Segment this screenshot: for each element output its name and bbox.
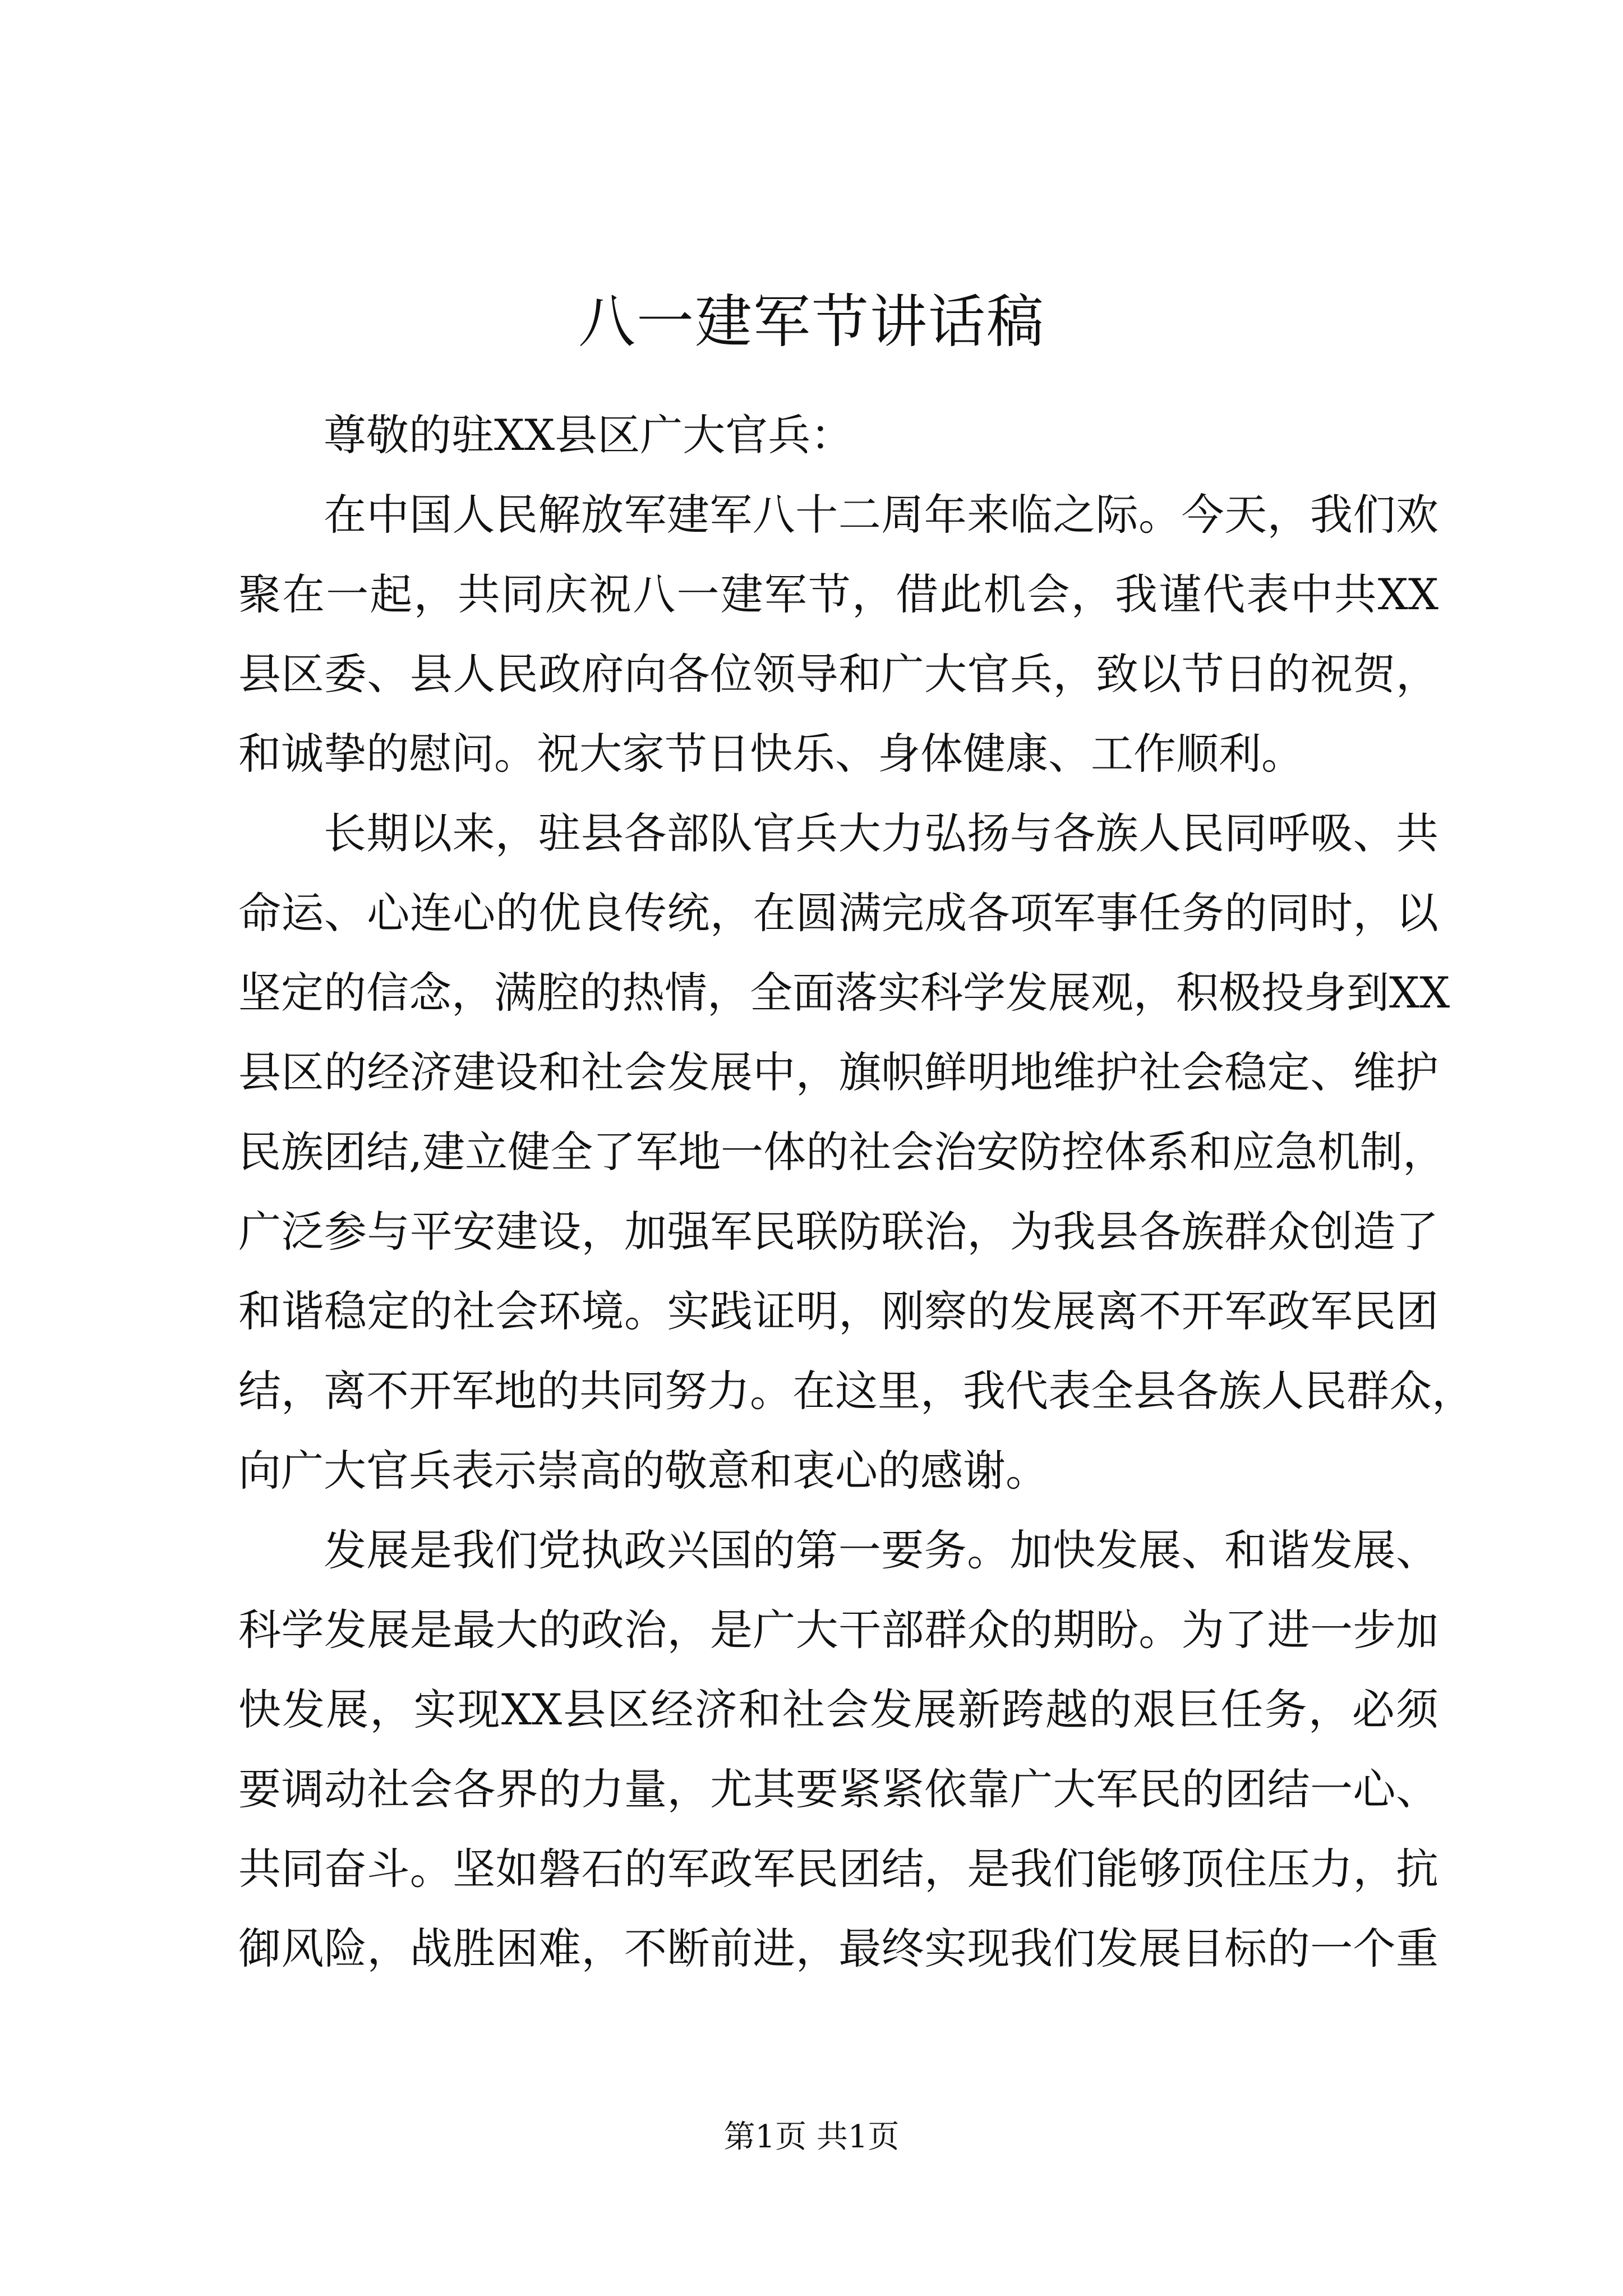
body-line: 要调动社会各界的力量，尤其要紧紧依靠广大军民的团结一心、 bbox=[238, 1764, 1438, 1814]
body-line: 命运、心连心的优良传统，在圆满完成各项军事任务的同时，以 bbox=[238, 888, 1438, 938]
body-line: 坚定的信念，满腔的热情，全面落实科学发展观，积极投身到XX bbox=[238, 968, 1450, 1018]
body-line: 共同奋斗。坚如磐石的军政军民团结，是我们能够顶住压力，抗 bbox=[238, 1844, 1438, 1894]
body-line: 发展是我们党执政兴国的第一要务。加快发展、和谐发展、 bbox=[324, 1525, 1438, 1575]
body-line: 和诚挚的慰问。祝大家节日快乐、身体健康、工作顺利。 bbox=[238, 729, 1304, 779]
body-line: 和谐稳定的社会环境。实践证明，刚察的发展离不开军政军民团 bbox=[238, 1286, 1438, 1336]
document-body bbox=[238, 395, 1474, 1989]
body-line: 县区委、县人民政府向各位领导和广大官兵，致以节日的祝贺， bbox=[238, 649, 1438, 699]
body-line: 长期以来，驻县各部队官兵大力弘扬与各族人民同呼吸、共 bbox=[324, 808, 1438, 858]
body-line: 县区的经济建设和社会发展中，旗帜鲜明地维护社会稳定、维护 bbox=[238, 1047, 1438, 1097]
body-line: 在中国人民解放军建军八十二周年来临之际。今天，我们欢 bbox=[324, 490, 1438, 540]
body-line: 聚在一起，共同庆祝八一建军节，借此机会，我谨代表中共XX bbox=[238, 569, 1438, 619]
body-line: 广泛参与平安建设，加强军民联防联治，为我县各族群众创造了 bbox=[238, 1207, 1438, 1257]
body-line: 民族团结,建立健全了军地一体的社会治安防控体系和应急机制， bbox=[238, 1127, 1446, 1177]
body-line: 快发展，实现XX县区经济和社会发展新跨越的艰巨任务，必须 bbox=[238, 1685, 1438, 1734]
body-line: 向广大官兵表示崇高的敬意和衷心的感谢。 bbox=[238, 1446, 1048, 1496]
document-title: 八一建军节讲话稿 bbox=[578, 289, 1045, 356]
body-line: 御风险，战胜困难，不断前进，最终实现我们发展目标的一个重 bbox=[238, 1924, 1438, 1973]
body-line: 结，离不开军地的共同努力。在这里，我代表全县各族人民群众， bbox=[238, 1366, 1474, 1416]
page-footer: 第1页 共1页 bbox=[723, 2119, 900, 2155]
body-line: 科学发展是最大的政治，是广大干部群众的期盼。为了进一步加 bbox=[238, 1605, 1438, 1655]
body-line: 尊敬的驻XX县区广大官兵： bbox=[324, 410, 854, 460]
